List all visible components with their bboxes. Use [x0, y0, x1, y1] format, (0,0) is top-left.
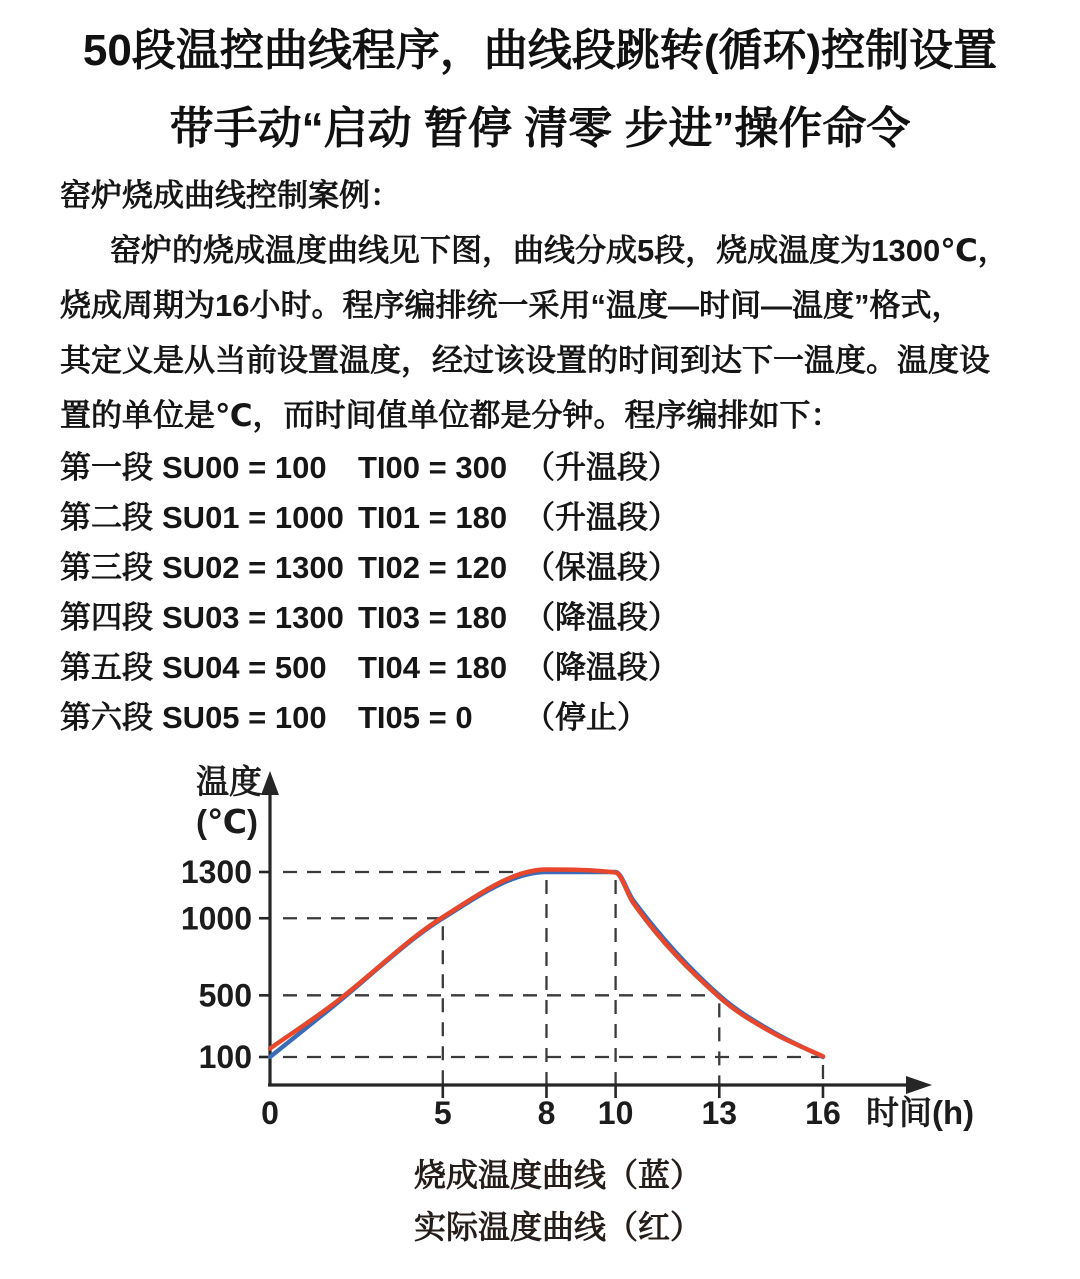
intro-paragraph: [60, 223, 1050, 443]
segment-row: [60, 593, 1050, 643]
segment-label: 第三段: [60, 550, 153, 585]
segment-ti-value: TI05 = 0: [358, 700, 473, 735]
x-axis-title: 时间(h): [866, 1094, 975, 1131]
segment-note: （升温段）: [524, 500, 679, 535]
segment-ti-value: TI03 = 180: [358, 600, 508, 635]
page-title: [0, 0, 1080, 168]
y-axis-title: 温度: [196, 763, 262, 800]
segment-label: 第一段: [60, 450, 153, 485]
segment-ti-value: TI01 = 180: [358, 500, 508, 535]
x-tick-label: 5: [433, 1095, 452, 1131]
segment-row: [60, 643, 1050, 693]
x-axis-arrow: [906, 1076, 932, 1094]
chart-legend: [18, 1149, 1080, 1253]
title-line-2: 带手动“启动 暂停 清零 步进”操作命令: [169, 104, 911, 153]
segment-row: [60, 693, 1050, 743]
segment-row: [60, 443, 1050, 493]
segment-note: （停止）: [524, 700, 648, 735]
segment-su-value: SU05 = 100: [162, 700, 327, 735]
segment-note: （保温段）: [524, 550, 679, 585]
segment-su-value: SU02 = 1300: [162, 550, 344, 585]
case-heading: 窑炉烧成曲线控制案例：: [60, 178, 401, 213]
segment-su-value: SU00 = 100: [162, 450, 327, 485]
paragraph-line: 置的单位是℃，而时间值单位都是分钟。程序编排如下：: [60, 398, 842, 433]
segment-row: [60, 493, 1050, 543]
y-axis-arrow: [261, 771, 279, 795]
program-segment-list: [60, 443, 1050, 743]
legend-blue-curve: 烧成温度曲线（蓝）: [413, 1157, 702, 1193]
segment-label: 第五段: [60, 650, 153, 685]
segment-row: [60, 543, 1050, 593]
y-axis-title-units: (℃): [196, 803, 258, 840]
segment-label: 第四段: [60, 600, 153, 635]
segment-note: （降温段）: [524, 650, 679, 685]
y-tick-label: 1300: [180, 854, 252, 890]
segment-note: （升温段）: [524, 450, 679, 485]
title-line-1: 50段温控曲线程序，曲线段跳转(循环)控制设置: [82, 26, 998, 75]
segment-ti-value: TI04 = 180: [358, 650, 508, 685]
body-content: [60, 168, 1050, 743]
paragraph-line: 窑炉的烧成温度曲线见下图，曲线分成5段，烧成温度为1300℃，: [110, 233, 1009, 268]
x-tick-label: 10: [597, 1095, 634, 1131]
y-tick-label: 1000: [180, 900, 252, 937]
legend-red-curve: 实际温度曲线（红）: [413, 1209, 702, 1245]
segment-label: 第二段: [60, 500, 153, 535]
segment-note: （降温段）: [524, 600, 679, 635]
segment-label: 第六段: [60, 700, 153, 735]
segment-ti-value: TI00 = 300: [358, 450, 508, 485]
segment-ti-value: TI02 = 120: [358, 550, 508, 585]
x-tick-label: 0: [261, 1095, 279, 1131]
paragraph-line: 其定义是从当前设置温度，经过该设置的时间到达下一温度。温度设: [60, 343, 990, 378]
segment-su-value: SU04 = 500: [162, 650, 327, 685]
x-tick-label: 13: [701, 1095, 738, 1131]
y-tick-label: 500: [198, 977, 252, 1014]
y-tick-label: 100: [198, 1039, 252, 1075]
temperature-curve-chart: [0, 749, 1080, 1149]
segment-su-value: SU01 = 1000: [162, 500, 344, 535]
paragraph-line: 烧成周期为16小时。程序编排统一采用“温度—时间—温度”格式，: [60, 288, 963, 323]
segment-su-value: SU03 = 1300: [162, 600, 344, 635]
x-tick-label: 16: [805, 1095, 841, 1131]
x-tick-label: 8: [537, 1095, 556, 1131]
